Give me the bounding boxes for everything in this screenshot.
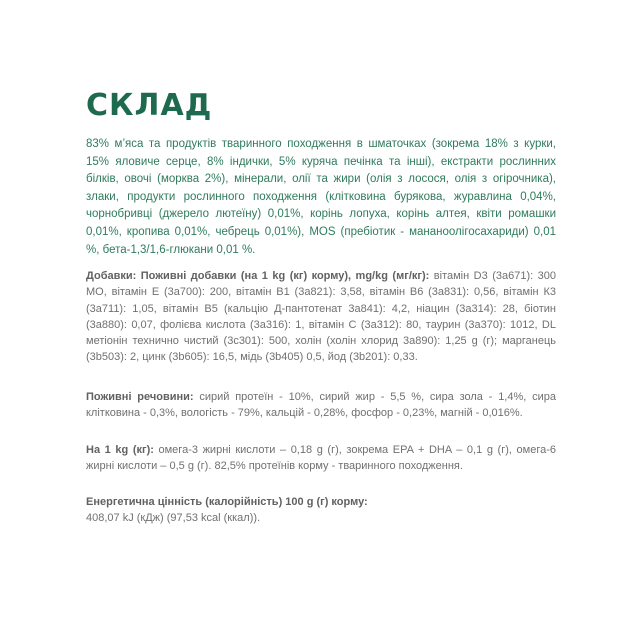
energy-section xyxy=(86,494,556,527)
page-title: СКЛАД xyxy=(86,88,213,123)
per-kg-label: На 1 kg (кг): xyxy=(86,444,154,456)
nutrients-text: сирий протеїн - 10%, сирий жир - 5,5 %, сира зола - 1,4%, сира клітковина - 0,3%, вологість - 79%, кальцій - 0,28%, фосфор - 0,23%, магній - 0,016%. xyxy=(86,391,556,420)
additives-section xyxy=(86,268,556,366)
nutrients-label: Поживні речовини: xyxy=(86,391,194,403)
energy-text: 408,07 kJ (кДж) (97,53 kcal (ккал)). xyxy=(86,512,261,525)
per-kg-text: омега-3 жирні кислоти – 0,18 g (г), зокрема EPA + DHA – 0,1 g (г), омега-6 жирні кислоти – 0,5 g (г). 82,5% протеїнів корму - тваринного походження. xyxy=(86,444,557,473)
per-kg-section xyxy=(86,442,556,475)
nutrients-section xyxy=(86,389,556,422)
additives-text: вітамін D3 (3а671): 300 МО, вітамін Е (3а700): 200, вітамін B1 (3а821): 3,58, вітамін B6 (3а831): 0,56, вітамін К3 (3а711): 1,05, вітамін B5 (кальцію Д-пантотенат 3а841): 4,2, ніацин (3а314): 28, біотин (3а880): 0,07, фолієва кислота (3а316): 1, вітамін С (3а312): 80, таурин (3а370): 1012, DL метіонін технично чистий (3c301): 500, холін (холін хлорид 3а890): 1,25 g (г); марганець (3b503): 2, цинк (3b605): 16,5, мідь (3b405) 0,5, йод (3b201): 0,33. xyxy=(86,270,557,364)
additives-label: Добавки: Поживні добавки (на 1 kg (кг) корму), mg/kg (мг/кг): xyxy=(86,270,430,282)
energy-label: Енергетична цінність (калорійність) 100 g (г) корму: xyxy=(86,496,368,508)
composition-text: 83% м’яса та продуктів тваринного походження в шматочках (зокрема 18% з курки, 15% яловиче серце, 8% індички, 5% куряча печінка та інші), екстракти рослинних білків, овочі (морква 2%), мінерали, олії та жири (олія з лосося, олія з огірочника), злаки, продукти рослинного походження (клітковина бурякова, журавлина 0,04%, чорнобривці (джерело лютеїну) 0,01%, корінь лопуха, корінь алтея, квіти ромашки 0,01%, кропива 0,01%, чебрець 0,01%), MOS (пребіотик - мананоолігосахариди) 0,01 %, бета-1,3/1,6-глюкани 0,01 %. xyxy=(86,138,556,256)
